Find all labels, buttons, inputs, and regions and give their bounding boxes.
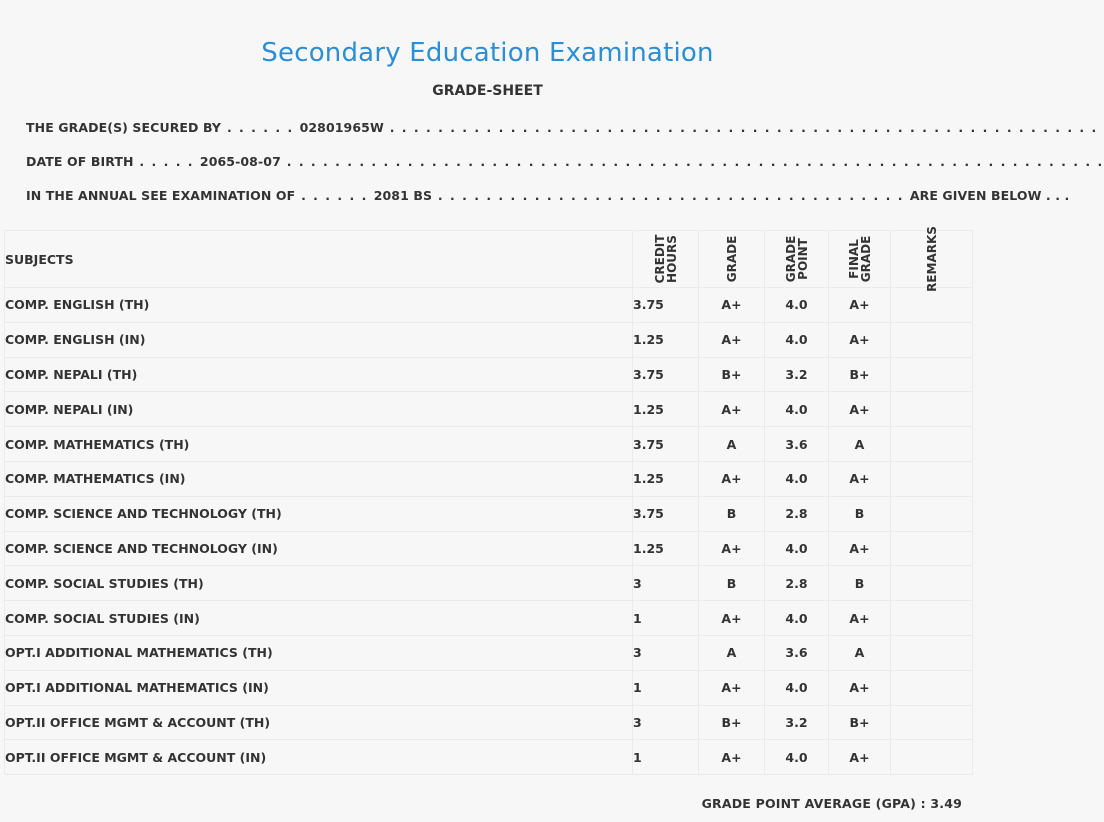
grade-cell: A [699, 635, 765, 670]
final-grade-cell: A+ [829, 531, 891, 566]
final-grade-cell: A+ [829, 288, 891, 323]
grade-cell: B+ [699, 705, 765, 740]
credit-hours-cell: 3 [633, 566, 699, 601]
table-row [5, 496, 973, 531]
dob-value: 2065-08-07 [199, 154, 281, 169]
subject-cell: OPT.II OFFICE MGMT & ACCOUNT (TH) [5, 705, 633, 740]
grade-cell: A+ [699, 461, 765, 496]
grade-cell: A+ [699, 392, 765, 427]
grade-point-cell: 3.2 [765, 705, 829, 740]
remarks-cell [891, 496, 973, 531]
symbol-number: 02801965W [299, 120, 384, 135]
secured-by-line: THE GRADE(S) SECURED BY . . . . . . 02801965W . . . . . . . . . . . . . . . . . . . . . . . . . . . . . . . . . . . . . . . . . . . . . . . . . . . . . . . . . . . [26, 120, 1098, 135]
table-row [5, 566, 973, 601]
grade-point-cell: 4.0 [765, 461, 829, 496]
grade-cell: A+ [699, 670, 765, 705]
grade-point-cell: 3.6 [765, 635, 829, 670]
grade-cell: A [699, 427, 765, 462]
subject-cell: OPT.II OFFICE MGMT & ACCOUNT (IN) [5, 740, 633, 775]
final-grade-cell: B+ [829, 705, 891, 740]
page-title: Secondary Education Examination [261, 38, 714, 68]
subject-cell: COMP. ENGLISH (TH) [5, 288, 633, 323]
grade-point-cell: 4.0 [765, 531, 829, 566]
final-grade-cell: B [829, 566, 891, 601]
grade-point-cell: 4.0 [765, 288, 829, 323]
table-header-row [5, 231, 973, 288]
remarks-cell [891, 427, 973, 462]
header-subjects: SUBJECTS [5, 231, 633, 288]
credit-hours-cell: 1 [633, 740, 699, 775]
subject-cell: COMP. SOCIAL STUDIES (IN) [5, 601, 633, 636]
gpa-label: GRADE POINT AVERAGE (GPA) : [701, 796, 926, 811]
table-row [5, 531, 973, 566]
table-row [5, 635, 973, 670]
remarks-cell [891, 635, 973, 670]
grade-point-cell: 4.0 [765, 601, 829, 636]
grade-cell: A+ [699, 288, 765, 323]
remarks-cell [891, 740, 973, 775]
grade-cell: A+ [699, 740, 765, 775]
exam-year: 2081 BS [373, 188, 433, 203]
final-grade-cell: A+ [829, 461, 891, 496]
final-grade-cell: A [829, 427, 891, 462]
grades-table [4, 226, 973, 775]
credit-hours-cell: 3 [633, 705, 699, 740]
grade-point-cell: 3.2 [765, 357, 829, 392]
subject-cell: COMP. ENGLISH (IN) [5, 322, 633, 357]
header-grade-point: GRADE POINT [765, 231, 829, 288]
credit-hours-cell: 3.75 [633, 427, 699, 462]
credit-hours-cell: 1 [633, 670, 699, 705]
remarks-cell [891, 566, 973, 601]
exam-line: IN THE ANNUAL SEE EXAMINATION OF . . . . . . 2081 BS . . . . . . . . . . . . . . . . . . . . . . . . . . . . . . . . . . . . . . . ARE GIVEN BELOW . . . [26, 188, 1070, 203]
grade-point-cell: 4.0 [765, 322, 829, 357]
credit-hours-cell: 1.25 [633, 392, 699, 427]
subject-cell: COMP. SCIENCE AND TECHNOLOGY (IN) [5, 531, 633, 566]
table-row [5, 427, 973, 462]
remarks-cell [891, 601, 973, 636]
remarks-cell [891, 357, 973, 392]
header-remarks: REMARKS [891, 231, 973, 288]
remarks-cell [891, 392, 973, 427]
subject-cell: OPT.I ADDITIONAL MATHEMATICS (IN) [5, 670, 633, 705]
grade-point-cell: 2.8 [765, 496, 829, 531]
remarks-cell [891, 288, 973, 323]
table-row [5, 288, 973, 323]
subject-cell: COMP. SOCIAL STUDIES (TH) [5, 566, 633, 601]
credit-hours-cell: 1.25 [633, 461, 699, 496]
credit-hours-cell: 1.25 [633, 531, 699, 566]
remarks-cell [891, 705, 973, 740]
grade-cell: A+ [699, 601, 765, 636]
secured-by-label: THE GRADE(S) SECURED BY [26, 120, 222, 135]
dob-label: DATE OF BIRTH [26, 154, 134, 169]
final-grade-cell: B [829, 496, 891, 531]
grade-cell: A+ [699, 531, 765, 566]
grade-cell: B+ [699, 357, 765, 392]
grade-point-cell: 2.8 [765, 566, 829, 601]
table-row [5, 461, 973, 496]
header-grade: GRADE [699, 231, 765, 288]
subject-cell: COMP. MATHEMATICS (IN) [5, 461, 633, 496]
grade-point-cell: 3.6 [765, 427, 829, 462]
table-row [5, 392, 973, 427]
subject-cell: COMP. SCIENCE AND TECHNOLOGY (TH) [5, 496, 633, 531]
dob-line: DATE OF BIRTH . . . . . 2065-08-07 . . . . . . . . . . . . . . . . . . . . . . . . . . . . . . . . . . . . . . . . . . . . . . . . . . . . . . . . . . . . . . . . . . . . [26, 154, 1104, 169]
grade-point-cell: 4.0 [765, 392, 829, 427]
exam-suffix: ARE GIVEN BELOW . . . [909, 188, 1070, 203]
credit-hours-cell: 1.25 [633, 322, 699, 357]
final-grade-cell: A+ [829, 601, 891, 636]
remarks-cell [891, 322, 973, 357]
grade-cell: B [699, 496, 765, 531]
subject-cell: COMP. MATHEMATICS (TH) [5, 427, 633, 462]
grade-cell: B [699, 566, 765, 601]
subject-cell: COMP. NEPALI (TH) [5, 357, 633, 392]
table-row [5, 322, 973, 357]
header-credit-hours: CREDIT HOURS [633, 231, 699, 288]
gpa-summary [702, 796, 962, 811]
credit-hours-cell: 3 [633, 635, 699, 670]
header-final-grade: FINAL GRADE [829, 231, 891, 288]
grade-cell: A+ [699, 322, 765, 357]
table-row [5, 601, 973, 636]
final-grade-cell: A [829, 635, 891, 670]
remarks-cell [891, 461, 973, 496]
gpa-value: 3.49 [930, 796, 962, 811]
table-row [5, 670, 973, 705]
final-grade-cell: A+ [829, 392, 891, 427]
table-row [5, 705, 973, 740]
credit-hours-cell: 3.75 [633, 288, 699, 323]
sheet-subtitle: GRADE-SHEET [432, 83, 543, 99]
table-row [5, 357, 973, 392]
final-grade-cell: A+ [829, 740, 891, 775]
credit-hours-cell: 3.75 [633, 496, 699, 531]
credit-hours-cell: 3.75 [633, 357, 699, 392]
remarks-cell [891, 531, 973, 566]
subject-cell: COMP. NEPALI (IN) [5, 392, 633, 427]
grade-point-cell: 4.0 [765, 740, 829, 775]
grade-point-cell: 4.0 [765, 670, 829, 705]
table-row [5, 740, 973, 775]
credit-hours-cell: 1 [633, 601, 699, 636]
final-grade-cell: B+ [829, 357, 891, 392]
remarks-cell [891, 670, 973, 705]
final-grade-cell: A+ [829, 670, 891, 705]
subject-cell: OPT.I ADDITIONAL MATHEMATICS (TH) [5, 635, 633, 670]
exam-label: IN THE ANNUAL SEE EXAMINATION OF [26, 188, 296, 203]
final-grade-cell: A+ [829, 322, 891, 357]
